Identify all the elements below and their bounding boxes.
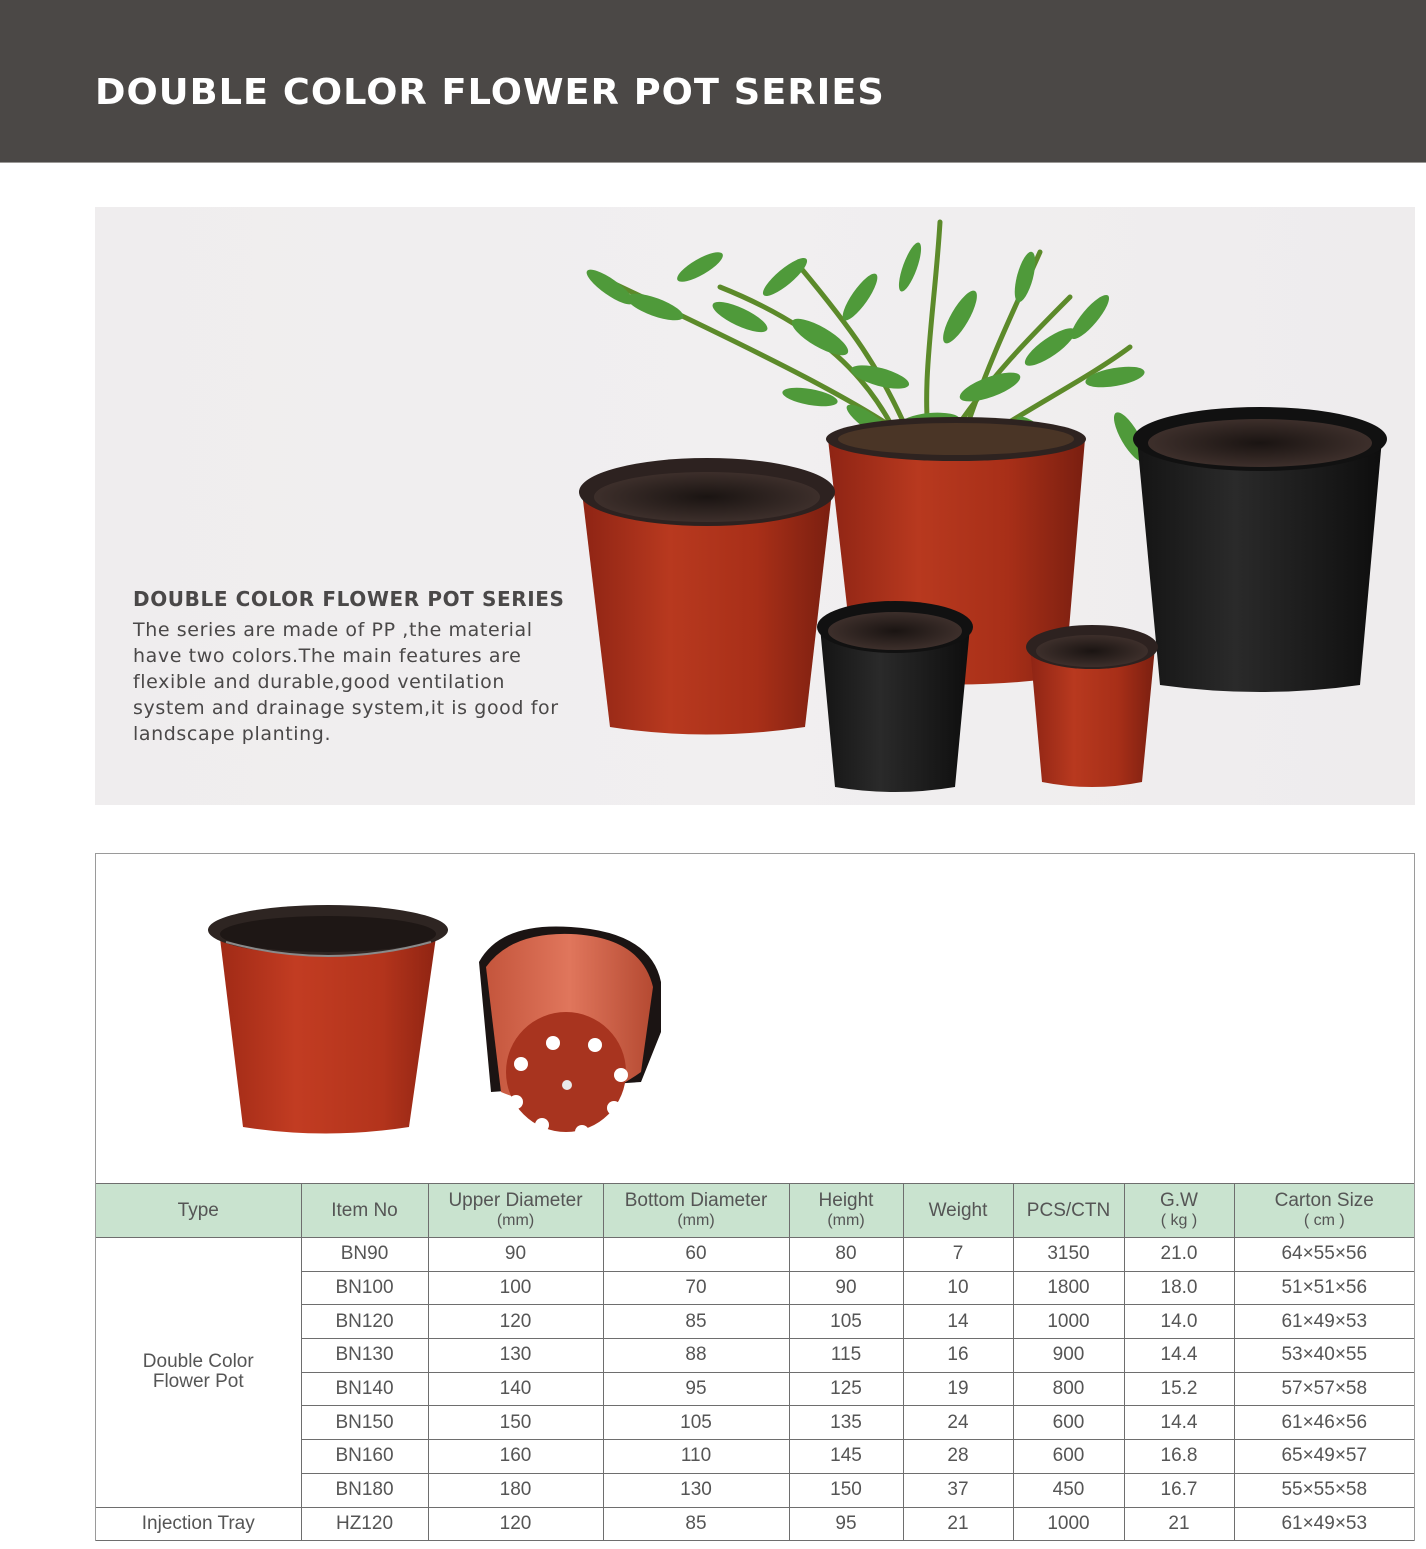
cell-carton-size: 55×55×58 — [1234, 1473, 1414, 1507]
spec-panel — [95, 853, 1415, 1541]
type-cell — [96, 1238, 301, 1508]
cell-item-no: BN160 — [301, 1440, 428, 1474]
cell-weight: 37 — [903, 1473, 1013, 1507]
type-label-line: Double Color — [142, 1351, 254, 1373]
cell-upper-diameter: 150 — [428, 1406, 603, 1440]
table-body — [96, 1238, 1414, 1541]
red-pot-upside-down-image — [479, 926, 661, 1139]
cell-upper-diameter: 100 — [428, 1271, 603, 1305]
cell-height: 115 — [789, 1339, 903, 1373]
cell-item-no: BN130 — [301, 1339, 428, 1373]
cell-gross-weight: 15.2 — [1124, 1372, 1234, 1406]
cell-pcs-ctn: 600 — [1013, 1440, 1124, 1474]
spec-table — [96, 1183, 1414, 1541]
col-header-type: Type — [96, 1184, 301, 1238]
cell-upper-diameter: 120 — [428, 1305, 603, 1339]
cell-weight: 19 — [903, 1372, 1013, 1406]
cell-pcs-ctn: 1800 — [1013, 1271, 1124, 1305]
cell-bottom-diameter: 110 — [603, 1440, 789, 1474]
cell-upper-diameter: 180 — [428, 1473, 603, 1507]
red-pot-upright-image — [208, 905, 448, 1134]
cell-bottom-diameter: 85 — [603, 1305, 789, 1339]
cell-pcs-ctn: 1000 — [1013, 1507, 1124, 1541]
cell-bottom-diameter: 70 — [603, 1271, 789, 1305]
cell-weight: 10 — [903, 1271, 1013, 1305]
cell-upper-diameter: 140 — [428, 1372, 603, 1406]
cell-bottom-diameter: 95 — [603, 1372, 789, 1406]
cell-bottom-diameter: 105 — [603, 1406, 789, 1440]
table-row — [96, 1238, 1414, 1272]
col-header-item-no: Item No — [301, 1184, 428, 1238]
cell-weight: 16 — [903, 1339, 1013, 1373]
cell-upper-diameter: 160 — [428, 1440, 603, 1474]
cell-item-no: BN150 — [301, 1406, 428, 1440]
hero-description: The series are made of PP ,the material have two colors.The main features are flexible and durable,good ventilation system and drainage system,it is good for landscape planting. — [133, 619, 559, 745]
cell-pcs-ctn: 900 — [1013, 1339, 1124, 1373]
cell-weight: 28 — [903, 1440, 1013, 1474]
cell-gross-weight: 18.0 — [1124, 1271, 1234, 1305]
cell-item-no: BN100 — [301, 1271, 428, 1305]
cell-weight: 7 — [903, 1238, 1013, 1272]
cell-pcs-ctn: 450 — [1013, 1473, 1124, 1507]
page-title: DOUBLE COLOR FLOWER POT SERIES — [95, 72, 885, 113]
cell-upper-diameter: 130 — [428, 1339, 603, 1373]
col-header-gross-weight: G.W ( kg ) — [1124, 1184, 1234, 1238]
col-header-upper-diameter: Upper Diameter (mm) — [428, 1184, 603, 1238]
cell-carton-size: 53×40×55 — [1234, 1339, 1414, 1373]
cell-weight: 24 — [903, 1406, 1013, 1440]
cell-carton-size: 61×49×53 — [1234, 1507, 1414, 1541]
type-label-line: Injection Tray — [141, 1512, 255, 1534]
cell-pcs-ctn: 800 — [1013, 1372, 1124, 1406]
cell-item-no: BN180 — [301, 1473, 428, 1507]
cell-gross-weight: 14.4 — [1124, 1406, 1234, 1440]
cell-height: 135 — [789, 1406, 903, 1440]
table-row — [96, 1507, 1414, 1541]
cell-item-no: BN90 — [301, 1238, 428, 1272]
cell-gross-weight: 16.7 — [1124, 1473, 1234, 1507]
cell-upper-diameter: 90 — [428, 1238, 603, 1272]
pot-black-small — [817, 601, 973, 792]
hero-banner — [95, 207, 1415, 805]
cell-bottom-diameter: 130 — [603, 1473, 789, 1507]
pot-black-right — [1133, 407, 1387, 692]
cell-height: 125 — [789, 1372, 903, 1406]
cell-item-no: HZ120 — [301, 1507, 428, 1541]
cell-carton-size: 61×46×56 — [1234, 1406, 1414, 1440]
cell-carton-size: 57×57×58 — [1234, 1372, 1414, 1406]
cell-height: 145 — [789, 1440, 903, 1474]
cell-carton-size: 51×51×56 — [1234, 1271, 1414, 1305]
cell-weight: 14 — [903, 1305, 1013, 1339]
cell-item-no: BN120 — [301, 1305, 428, 1339]
cell-pcs-ctn: 3150 — [1013, 1238, 1124, 1272]
cell-gross-weight: 21 — [1124, 1507, 1234, 1541]
cell-gross-weight: 14.4 — [1124, 1339, 1234, 1373]
col-header-height: Height (mm) — [789, 1184, 903, 1238]
cell-pcs-ctn: 600 — [1013, 1406, 1124, 1440]
pot-red-left — [579, 458, 835, 735]
cell-gross-weight: 21.0 — [1124, 1238, 1234, 1272]
cell-height: 150 — [789, 1473, 903, 1507]
cell-height: 80 — [789, 1238, 903, 1272]
hero-heading: DOUBLE COLOR FLOWER POT SERIES — [133, 587, 565, 611]
cell-height: 105 — [789, 1305, 903, 1339]
cell-height: 95 — [789, 1507, 903, 1541]
cell-gross-weight: 14.0 — [1124, 1305, 1234, 1339]
cell-bottom-diameter: 88 — [603, 1339, 789, 1373]
table-header-row — [96, 1184, 1414, 1238]
cell-carton-size: 64×55×56 — [1234, 1238, 1414, 1272]
cell-bottom-diameter: 60 — [603, 1238, 789, 1272]
cell-bottom-diameter: 85 — [603, 1507, 789, 1541]
cell-upper-diameter: 120 — [428, 1507, 603, 1541]
type-cell — [96, 1507, 301, 1541]
cell-height: 90 — [789, 1271, 903, 1305]
cell-carton-size: 61×49×53 — [1234, 1305, 1414, 1339]
hero-pots-image — [570, 207, 1415, 805]
cell-weight: 21 — [903, 1507, 1013, 1541]
col-header-carton-size: Carton Size ( cm ) — [1234, 1184, 1414, 1238]
cell-carton-size: 65×49×57 — [1234, 1440, 1414, 1474]
type-label-line: Flower Pot — [152, 1371, 244, 1393]
header-band — [0, 0, 1426, 163]
cell-item-no: BN140 — [301, 1372, 428, 1406]
pot-red-small — [1026, 625, 1158, 787]
hero-text-block — [133, 587, 583, 747]
cell-gross-weight: 16.8 — [1124, 1440, 1234, 1474]
col-header-bottom-diameter: Bottom Diameter (mm) — [603, 1184, 789, 1238]
col-header-weight: Weight — [903, 1184, 1013, 1238]
cell-pcs-ctn: 1000 — [1013, 1305, 1124, 1339]
product-images — [201, 892, 681, 1142]
col-header-pcs-ctn: PCS/CTN — [1013, 1184, 1124, 1238]
